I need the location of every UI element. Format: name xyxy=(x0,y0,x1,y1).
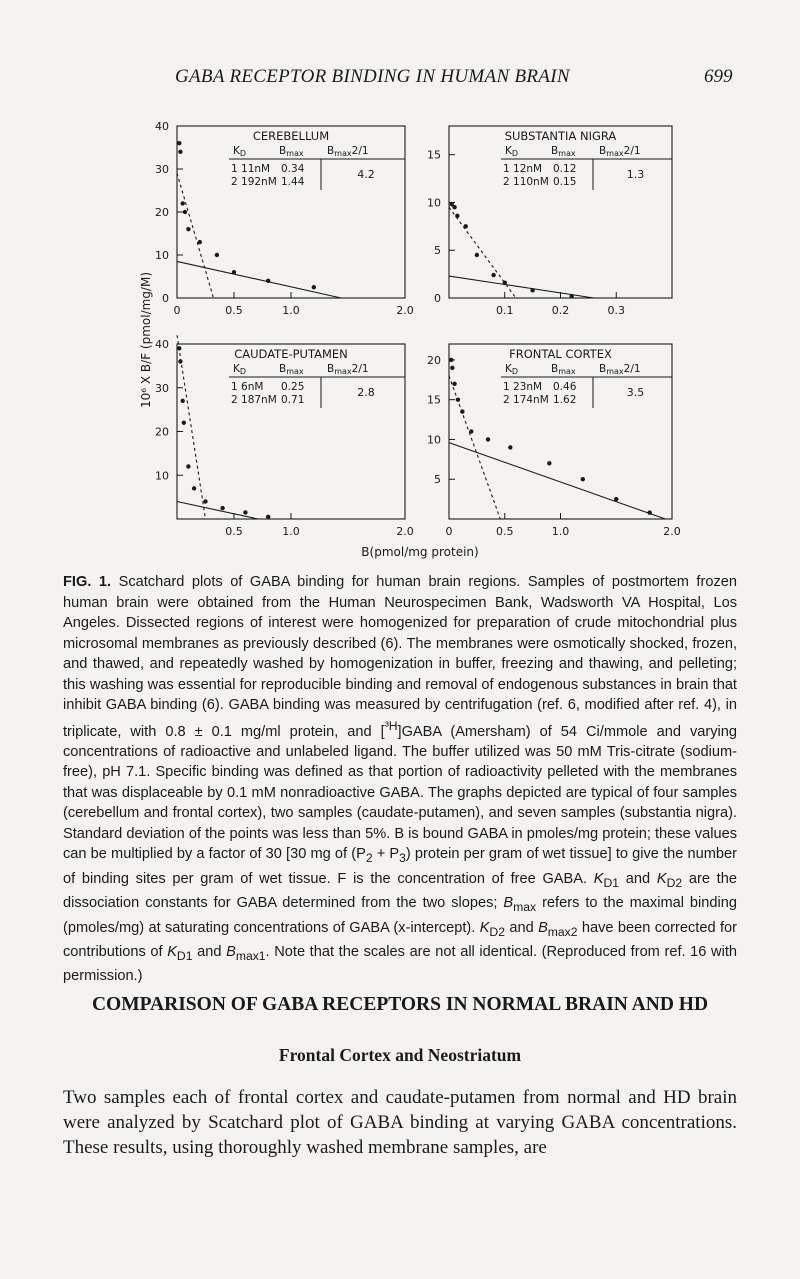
scatchard-panel xyxy=(427,344,681,538)
data-point xyxy=(312,285,316,289)
scatchard-panel xyxy=(427,126,672,317)
fit-line xyxy=(177,173,213,298)
y-axis-label: 10⁶ X B/F (pmol/mg/M) xyxy=(139,271,153,409)
x-axis-label: B(pmol/mg protein) xyxy=(361,545,479,559)
panel-title: SUBSTANTIA NIGRA xyxy=(504,129,617,143)
table-kd-value: 1 11nM xyxy=(231,163,271,175)
caption-bmax1: B xyxy=(226,943,236,960)
data-point xyxy=(475,253,479,257)
caption-sub-p2: 2 xyxy=(365,851,373,866)
data-point xyxy=(192,486,196,490)
data-point xyxy=(182,421,186,425)
table-bmax-value: 0.12 xyxy=(553,163,577,175)
caption-bmax: B xyxy=(503,895,514,912)
table-kd-value: 1 12nM xyxy=(503,163,543,175)
x-tick-label: 0.5 xyxy=(225,525,243,538)
caption-text-10: and xyxy=(192,943,227,960)
x-tick-label: 1.0 xyxy=(282,304,300,317)
page-number: 699 xyxy=(704,66,733,87)
table-bmax-ratio: 1.3 xyxy=(626,168,645,181)
table-bmax-ratio: 4.2 xyxy=(357,168,375,181)
y-tick-label: 30 xyxy=(155,163,169,176)
table-bmax-ratio: 2.8 xyxy=(357,386,375,399)
data-point xyxy=(503,281,507,285)
fit-line xyxy=(449,376,500,519)
data-point xyxy=(243,510,247,514)
data-point xyxy=(614,497,618,501)
data-point xyxy=(266,279,270,283)
y-tick-label: 0 xyxy=(434,292,441,305)
caption-text-2: ]GABA (Amersham) of 54 Ci/mmole and varying concentrations of radioactive and unlabeled ligand. The buffer utilized was 50 mM Tris-citrate (sodium-free), pH 7.1. Specific binding was defined as that portion of radioactivity pelleted with the membranes that was displaceable by 0.1 mM nonradioactive GABA. The graphs depicted are typical of four samples (cerebellum and frontal cortex), two samples (caudate-putamen), and seven samples (substantia nigra). Standard deviation of the points was less than 5%. B is bound GABA in pmoles/mg protein; these values can be multiplied by a factor of 30 [30 mg of (P xyxy=(63,723,737,863)
table-kd-value: 2 110nM xyxy=(503,176,549,188)
col-header-bmax: Bmax xyxy=(279,145,304,158)
x-tick-label: 0.3 xyxy=(607,304,625,317)
caption-kd2-sub: D2 xyxy=(666,875,683,890)
table-bmax-value: 1.44 xyxy=(281,176,305,188)
data-point xyxy=(186,464,190,468)
scatchard-panel xyxy=(155,120,414,317)
table-bmax-ratio: 3.5 xyxy=(626,386,645,399)
data-point xyxy=(266,515,270,519)
y-tick-label: 20 xyxy=(155,206,169,219)
table-kd-value: 1 6nM xyxy=(231,381,264,393)
x-tick-label: 1.0 xyxy=(551,525,570,538)
fit-line xyxy=(177,502,258,520)
x-tick-label: 0.5 xyxy=(225,304,243,317)
table-kd-value: 2 187nM xyxy=(231,394,277,406)
data-point xyxy=(648,510,652,514)
data-point xyxy=(452,205,456,209)
x-tick-label: 0.2 xyxy=(551,304,570,317)
y-tick-label: 15 xyxy=(427,148,441,162)
caption-bmax-sub: max xyxy=(513,900,537,915)
data-point xyxy=(215,253,219,257)
data-point xyxy=(232,270,236,274)
caption-text-5: and xyxy=(619,870,657,887)
running-title: GABA RECEPTOR BINDING IN HUMAN BRAIN xyxy=(175,66,570,87)
col-header-bmax-ratio: Bmax2/1 xyxy=(327,145,369,158)
caption-kd2b: K xyxy=(479,919,490,936)
x-tick-label: 0.5 xyxy=(496,525,514,538)
caption-label: FIG. 1. xyxy=(63,574,112,590)
panel-title: CEREBELLUM xyxy=(252,129,330,143)
caption-text-4: ) protein per gram of wet tissue] to give the number of binding sites per gram of wet tissue. F is the concentration of free GABA. xyxy=(63,846,737,887)
y-tick-label: 0 xyxy=(162,292,169,305)
caption-kd2b-sub: D2 xyxy=(489,924,505,939)
data-point xyxy=(178,150,182,154)
table-bmax-value: 0.46 xyxy=(553,381,577,393)
x-tick-label: 2.0 xyxy=(663,525,681,538)
data-point xyxy=(203,499,207,503)
table-bmax-value: 1.62 xyxy=(553,394,577,406)
y-tick-label: 10 xyxy=(427,433,441,447)
data-point xyxy=(569,294,573,298)
table-kd-value: 2 192nM xyxy=(231,176,277,188)
caption-kd1b: K xyxy=(167,943,177,960)
data-point xyxy=(183,210,187,214)
data-point xyxy=(198,240,202,244)
figure-scatchard-plots xyxy=(0,0,800,570)
y-tick-label: 10 xyxy=(427,196,441,210)
caption-text-7: refers to the maximal binding (pmoles/mg) at saturating concentrations of GABA (x-intercept). xyxy=(63,895,737,936)
x-tick-label: 2.0 xyxy=(396,525,414,538)
y-tick-label: 15 xyxy=(427,393,441,407)
data-point xyxy=(178,359,182,363)
subsection-heading: Frontal Cortex and Neostriatum xyxy=(278,1045,522,1065)
table-bmax-value: 0.15 xyxy=(553,176,577,188)
data-point xyxy=(455,214,459,218)
y-tick-label: 30 xyxy=(155,381,169,395)
panel-title: CAUDATE-PUTAMEN xyxy=(234,347,348,361)
caption-kd1b-sub: D1 xyxy=(176,948,193,963)
col-header-bmax-ratio: Bmax2/1 xyxy=(327,363,369,376)
data-point xyxy=(530,288,534,292)
x-tick-label: 1.0 xyxy=(282,525,300,538)
caption-bmax2-sub: max2 xyxy=(547,924,578,939)
data-point xyxy=(456,397,460,401)
data-point xyxy=(452,382,456,386)
col-header-bmax: Bmax xyxy=(551,363,576,376)
caption-text-3: + P xyxy=(372,846,400,863)
caption-text-11: . Note that the scales are not all identical. (Reproduced from ref. 16 with permission.) xyxy=(63,943,737,985)
data-point xyxy=(181,399,185,403)
x-tick-label: 0.1 xyxy=(496,304,514,317)
body-paragraph: Two samples each of frontal cortex and caudate-putamen from normal and HD brain were analyzed by Scatchard plot of GABA binding at varying GABA concentrations. These results, using thoroughly washed membrane samples, are xyxy=(63,1087,737,1158)
caption-text-9: have been corrected for contributions of xyxy=(63,919,737,960)
caption-text-8: and xyxy=(504,919,539,936)
col-header-kd: KD xyxy=(233,145,247,158)
data-point xyxy=(460,409,464,413)
col-header-bmax: Bmax xyxy=(279,363,304,376)
y-tick-label: 5 xyxy=(434,473,441,487)
col-header-bmax-ratio: Bmax2/1 xyxy=(599,145,641,158)
caption-kd1: K xyxy=(593,870,604,887)
col-header-kd: KD xyxy=(505,363,519,376)
y-tick-label: 5 xyxy=(434,244,441,258)
table-bmax-value: 0.71 xyxy=(281,394,305,406)
y-tick-label: 10 xyxy=(155,469,169,483)
caption-bmax2: B xyxy=(538,919,548,936)
caption-isotope: ³H xyxy=(384,718,398,733)
data-point xyxy=(464,224,468,228)
fit-line xyxy=(177,261,341,298)
data-point xyxy=(220,506,224,510)
caption-bmax1-sub: max1 xyxy=(235,948,266,963)
data-point xyxy=(547,461,551,465)
col-header-bmax: Bmax xyxy=(551,145,576,158)
caption-kd1-sub: D1 xyxy=(603,875,620,890)
data-point xyxy=(491,273,495,277)
caption-text-6: are the dissociation constants for GABA determined from the two slopes; xyxy=(63,870,737,912)
y-tick-label: 20 xyxy=(155,425,169,439)
data-point xyxy=(469,429,473,433)
table-bmax-value: 0.34 xyxy=(281,163,305,175)
figure-caption xyxy=(63,572,737,987)
panel-title: FRONTAL CORTEX xyxy=(509,347,612,361)
col-header-bmax-ratio: Bmax2/1 xyxy=(599,363,641,376)
data-point xyxy=(177,141,181,145)
table-kd-value: 2 174nM xyxy=(503,394,549,406)
section-heading: COMPARISON OF GABA RECEPTORS IN NORMAL BRAIN AND HD xyxy=(91,994,709,1015)
x-tick-label: 0 xyxy=(445,525,453,538)
data-point xyxy=(177,346,181,350)
caption-sub-p3: 3 xyxy=(399,851,406,866)
y-tick-label: 40 xyxy=(155,338,169,351)
y-tick-label: 20 xyxy=(427,353,441,367)
caption-kd2: K xyxy=(656,870,667,887)
data-point xyxy=(181,201,185,205)
scatchard-panel xyxy=(155,335,414,538)
col-header-kd: KD xyxy=(233,363,247,376)
table-bmax-value: 0.25 xyxy=(281,381,305,393)
col-header-kd: KD xyxy=(505,145,519,158)
data-point xyxy=(450,366,454,370)
data-point xyxy=(581,477,585,481)
x-tick-label: 2.0 xyxy=(396,304,414,317)
data-point xyxy=(486,437,490,441)
table-kd-value: 1 23nM xyxy=(503,381,543,393)
x-tick-label: 0 xyxy=(173,304,181,317)
data-point xyxy=(186,227,190,231)
caption-text-1: Scatchard plots of GABA binding for human brain regions. Samples of postmortem frozen human brain were obtained from the Human Neurospecimen Bank, Wadsworth VA Hospital, Los Angeles. Dissected regions of interest were homogenized for preparation of crude mitochondrial plus microsomal membranes as previously described (6). The membranes were osmotically shocked, frozen, and thawed, and repeatedly washed by homogenization in buffer, freezing and thawing, and pelleting; this washing was essential for reproducible binding and removal of endogenous substances in brain that inhibit GABA binding (6). GABA binding was measured by centrifugation (ref. 6, modified after ref. 4), in triplicate, with 0.8 ± 0.1 mg/ml protein, and [ xyxy=(63,574,737,740)
fit-line xyxy=(449,443,665,519)
y-tick-label: 10 xyxy=(155,249,169,262)
data-point xyxy=(508,445,512,449)
y-tick-label: 40 xyxy=(155,120,169,133)
data-point xyxy=(449,358,453,362)
